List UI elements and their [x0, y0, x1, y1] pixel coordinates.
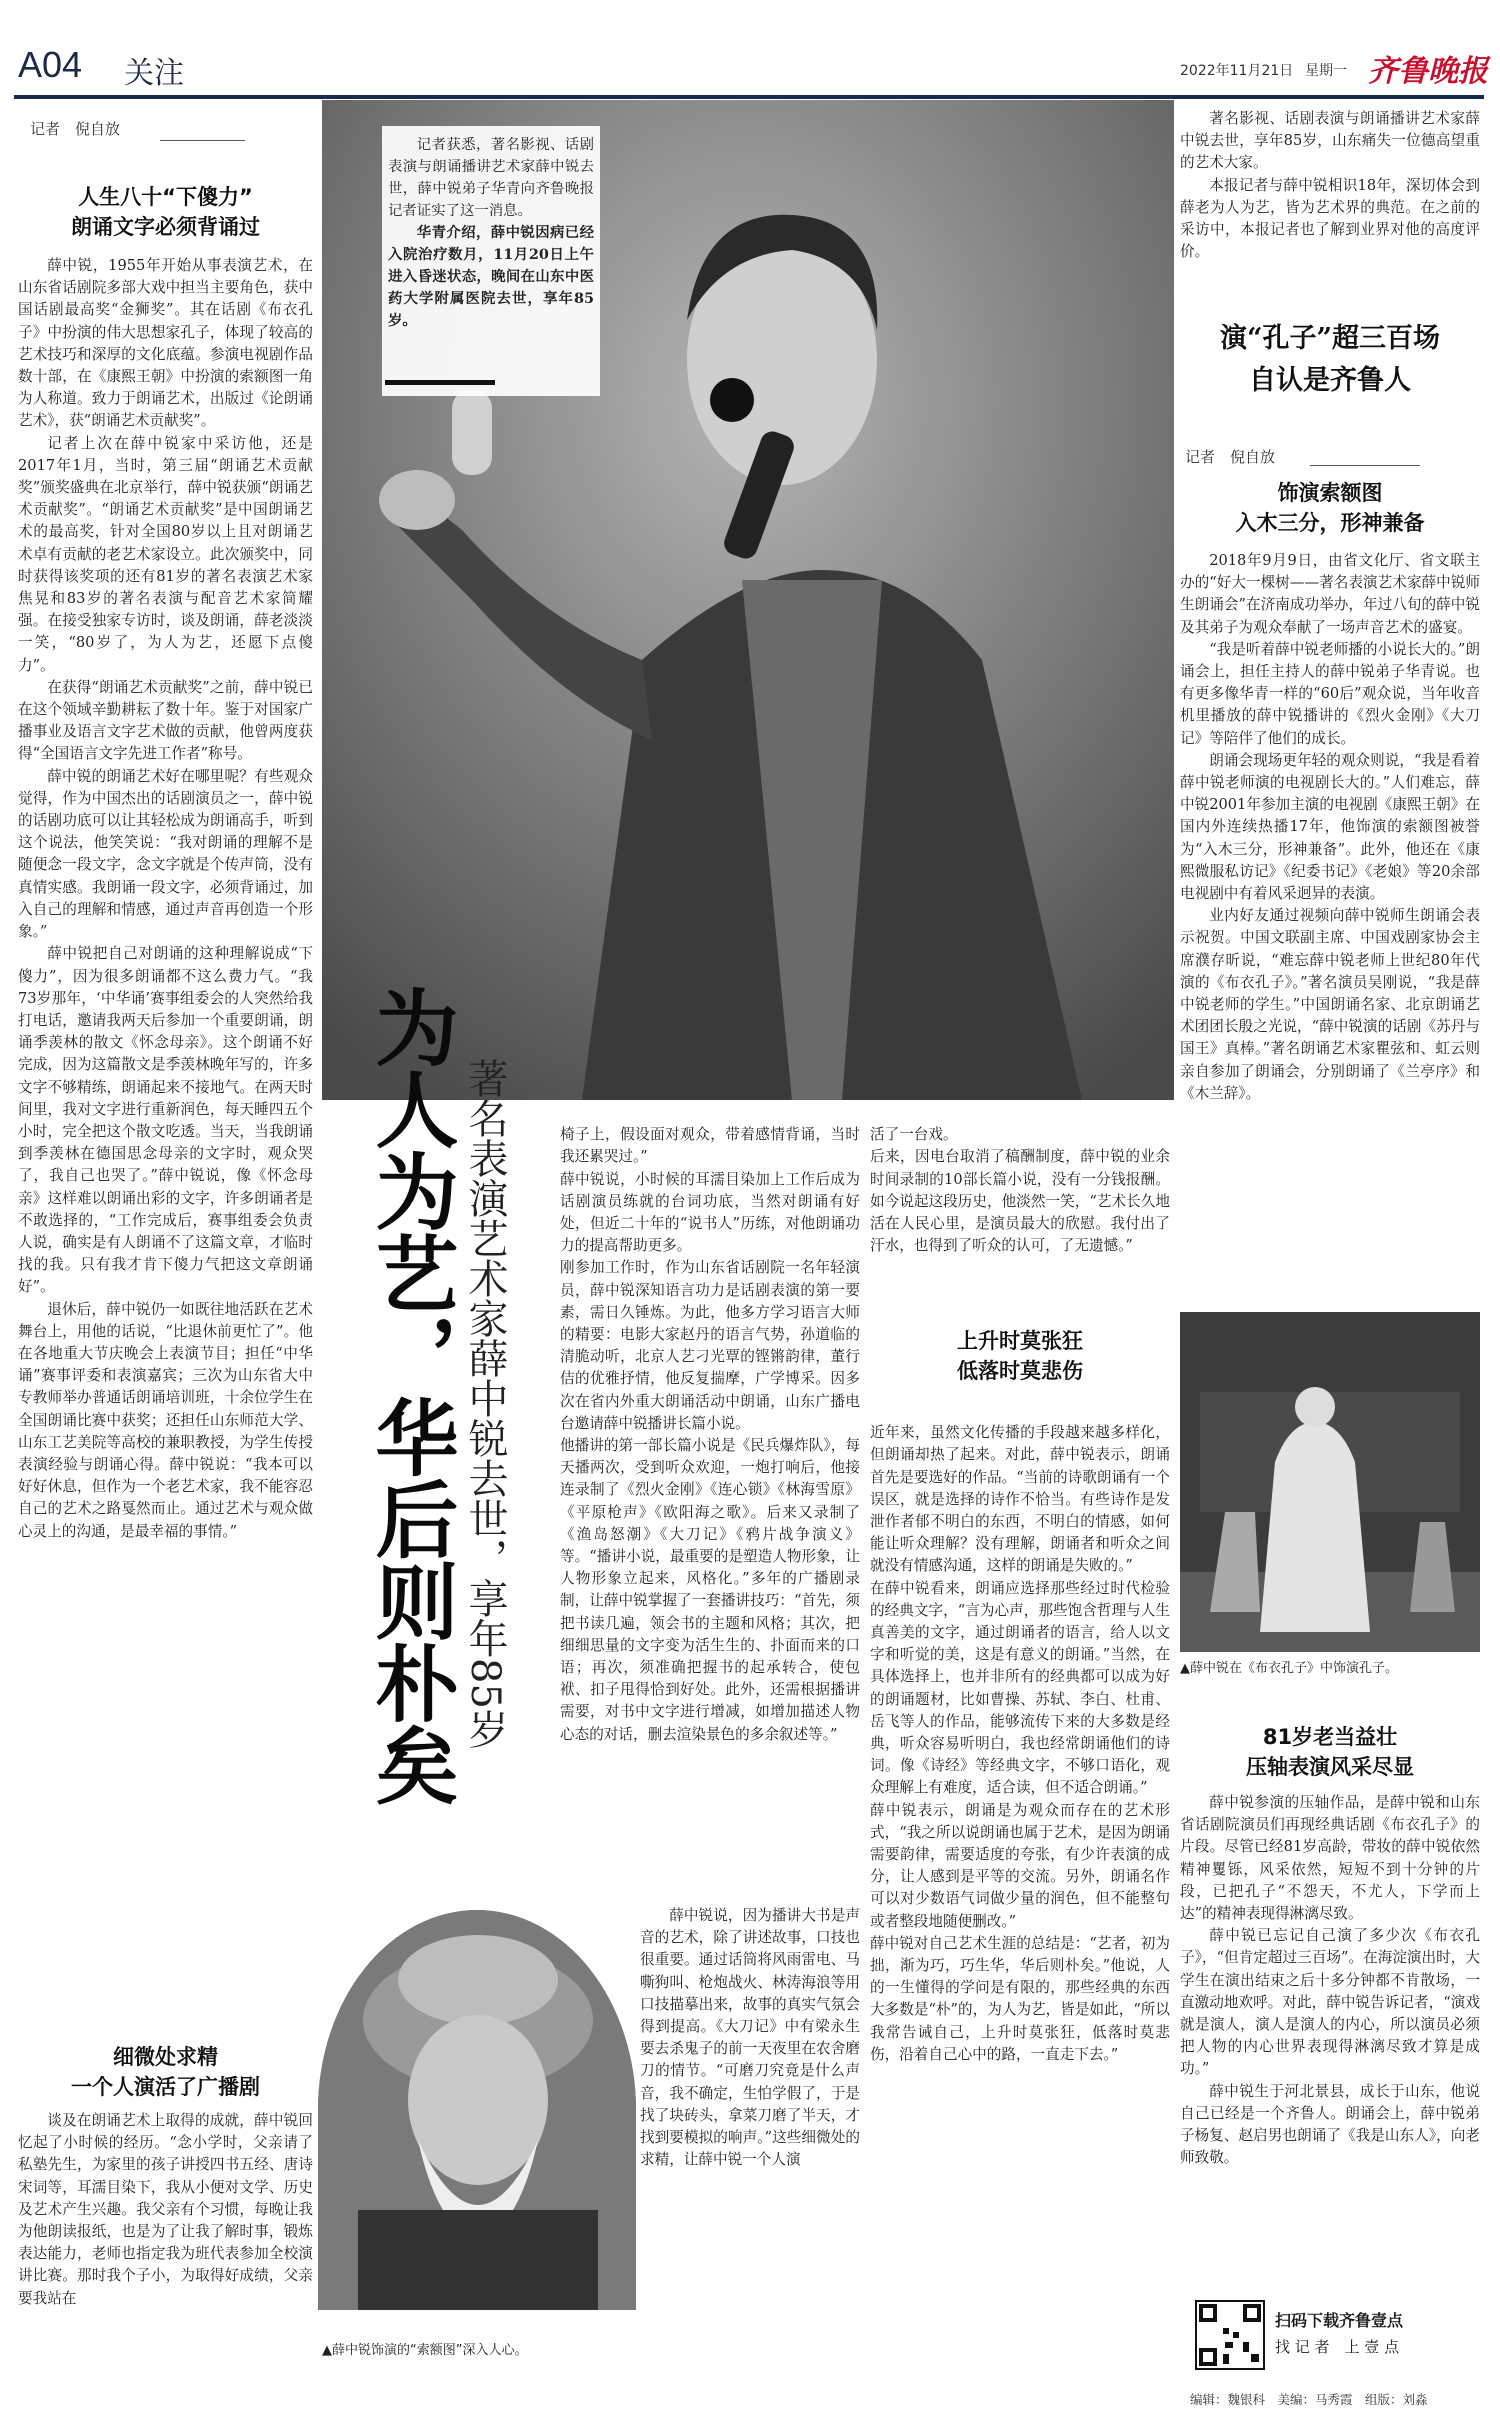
paragraph: 薛中锐，1955年开始从事表演艺术，在山东省话剧院多部大戏中担当主要角色，获中国话剧最高奖“金狮奖”。其在话剧《布衣孔子》中扮演的伟大思想家孔子，体现了较高的艺术技巧和深厚的文化底蕴。参演电视剧作品数十部，在《康熙王朝》中扮演的索额图一角为人称道。致力于朗诵艺术，出版过《论朗诵艺术》，获“朗诵艺术贡献奖”。	[18, 257, 313, 430]
right-byline-rule	[1310, 465, 1420, 466]
stage-illustration	[1180, 1312, 1480, 1652]
page-header	[0, 0, 1500, 105]
main-headline: 为人为艺，华后则朴矣	[361, 985, 459, 1805]
right-byline: 记者 倪自放	[1185, 448, 1276, 466]
byline-rule	[160, 140, 245, 141]
header-rule	[14, 95, 1484, 99]
mid-column-1-text: 椅子上，假设面对观众，带着感情背诵，当时我还累哭过。” 薛中锐说，小时候的耳濡目染加上工作后成为话剧演员练就的台词功底，当然对朗诵有好处，但近二十年的“说书人”历练，对他朗诵功力的提高帮助更多。 刚参加工作时，作为山东省话剧院一名年轻演员，薛中锐深知语言功力是话剧表演的第一要素，需日久锤炼。为此，他多方学习语言大师的精要：电影大家赵丹的语言气势，孙道临的清脆动听，北京人艺刁光覃的铿锵韵律，董行佶的优雅抒情，他反复揣摩，广学博采。因多次在省内外重大朗诵活动中朗诵，山东广播电台邀请薛中锐播讲长篇小说。 他播讲的第一部长篇小说是《民兵爆炸队》，每天播两次，受到听众欢迎，一炮打响后，他接连录制了《烈火金刚》《连心锁》《林海雪原》《平原枪声》《欧阳海之歌》。后来又录制了《渔岛怒潮》《大刀记》《鸦片战争演义》等。“播讲小说，最重要的是塑造人物形象，让人物形象立起来，风格化。”多年的广播剧录制，让薛中锐掌握了一套播讲技巧：“首先，须把书读几遍，领会书的主题和风格；其次，把细细思量的文字变为活生生的、扑面而来的口语；再次，须准确把握书的起承转合，使包袱、扣子甩得恰到好处。此外，还需根据播讲需要，对书中文字进行增减，如增加描述人物心态的对话，删去渲染景色的多余叙述等。”	[560, 1126, 860, 1743]
costume-illustration	[318, 1910, 636, 2310]
paragraph: 2018年9月9日，由省文化厅、省文联主办的“好大一棵树——著名表演艺术家薛中锐师生朗诵会”在济南成功举办，年过八旬的薛中锐及其弟子为观众奉献了一场声音艺术的盛宴。	[1180, 552, 1480, 636]
headline-deck: 著名表演艺术家薛中锐去世，享年85岁	[462, 1058, 508, 1749]
mid-column-2	[870, 1102, 1170, 1272]
paragraph: 业内好友通过视频向薛中锐师生朗诵会表示祝贺。中国文联副主席、中国戏剧家协会主席濮存昕说，“难忘薛中锐老师上世纪80年代演的《布衣孔子》。”著名演员吴刚说，“我是薛中锐老师的学生。”中国朗诵名家、北京朗诵艺术团团长殷之光说，“薛中锐演的话剧《苏丹与国王》真棒。”著名朗诵艺术家瞿弦和、虹云则亲自参加了朗诵会，分别朗诵了《兰亭序》和《木兰辞》。	[1180, 907, 1480, 1102]
right-body-1	[1180, 550, 1480, 1320]
paper-logo: 齐鲁晚报	[1368, 54, 1488, 89]
stage-photo	[1180, 1312, 1480, 1652]
page-credits: 编辑：魏银科 美编：马秀霞 组版：刘淼	[1190, 2392, 1428, 2407]
right-subheading-1: 饰演索额图 入木三分，形神兼备	[1235, 481, 1425, 535]
issue-date: 2022年11月21日	[1180, 63, 1294, 79]
qr-code-icon	[1197, 2302, 1263, 2368]
paragraph: 谈及在朗诵艺术上取得的成就，薛中锐回忆起了小时候的经历。“念小学时，父亲请了私塾先生，为家里的孩子讲授四书五经、唐诗宋词等，耳濡目染下，我从小便对文学、历史及艺术产生兴趣。我父亲有个习惯，每晚让我为他朗读报纸，也是为了让我了解时事，锻炼表达能力，老师也指定我为班代表参加全校演讲比赛。那时我个子小，为取得好成绩，父亲要我站在	[18, 2112, 313, 2307]
left-body-1	[18, 255, 313, 1600]
left-body-2	[18, 2110, 313, 2406]
section-name: 关注	[124, 56, 184, 91]
mid-column-2-text: 活了一台戏。 后来，因电台取消了稿酬制度，薛中锐的业余时间录制的10部长篇小说，没有一分钱报酬。如今说起这段历史，他淡然一笑，“艺术长久地活在人民心里，是演员最大的欣慰。我付出了汗水，也得到了听众的认可，了无遗憾。”	[870, 1126, 1170, 1255]
paragraph: 在获得“朗诵艺术贡献奖”之前，薛中锐已在这个领域辛勤耕耘了数十年。鉴于对国家广播事业及语言文字艺术做的贡献，他曾两度获得“全国语言文字先进工作者”称号。	[18, 678, 313, 763]
paragraph: 薛中锐参演的压轴作品，是薛中锐和山东省话剧院演员们再现经典话剧《布衣孔子》的片段。尽管已经81岁高龄，带妆的薛中锐依然精神矍铄，风采依然，短短不到十分钟的片段，已把孔子“不怨天，不尤人，下学而上达”的精神表现得淋漓尽致。	[1180, 1794, 1480, 1923]
costume-photo-caption: ▲薛中锐饰演的“索额图”深入人心。	[322, 2343, 528, 2358]
intro-paragraph: 华青介绍，薛中锐因病已经入院治疗数月，11月20日上午进入昏迷状态，晚间在山东中医药大学附属医院去世，享年85岁。	[388, 224, 594, 329]
paragraph: “我是听着薛中锐老师播的小说长大的。”朗诵会上，担任主持人的薛中锐弟子华青说。也有更多像华青一样的“60后”观众说，当年收音机里播放的薛中锐播讲的《烈火金刚》《大刀记》等陪伴了他们的成长。	[1180, 640, 1480, 747]
paragraph: 薛中锐已忘记自己演了多少次《布衣孔子》，“但肯定超过三百场”。在海淀演出时，大学生在演出结束之后十多分钟都不肯散场，一直激动地欢呼。对此，薛中锐告诉记者，“演戏就是演人，演人是演人的内心，所以演员必须把人物的内心世界表现得淋漓尽致才算是成功。”	[1180, 1927, 1480, 2078]
paragraph: 退休后，薛中锐仍一如既往地活跃在艺术舞台上，用他的话说，“比退休前更忙了”。他在各地重大节庆晚会上表演节目；担任“中华诵”赛事评委和表演嘉宾；三次为山东省大中专教师举办普通话朗诵培训班，十余位学生在全国朗诵比赛中获奖；还担任山东师范大学、山东工艺美院等高校的兼职教授，为学生传授表演经验与朗诵心得。薛中锐说：“我本可以好好休息，但作为一个老艺术家，我不能容忍自己的艺术之路戛然而止。通过艺术与观众做心灵上的沟通，是最幸福的事情。”	[18, 1300, 313, 1540]
costume-photo	[318, 1910, 636, 2310]
mid-column-1	[560, 1102, 860, 1900]
paragraph: 薛中锐的朗诵艺术好在哪里呢？有些观众觉得，作为中国杰出的话剧演员之一，薛中锐的话剧功底可以让其轻松成为朗诵高手，听到这个说法，他笑笑说：“我对朗诵的理解不是随便念一段文字，念文字就是个传声筒，没有真情实感。我朗诵一段文字，必须背诵过，加入自己的理解和情感，通过声音再创造一个形象。”	[18, 767, 313, 941]
right-heading: 演“孔子”超三百场 自认是齐鲁人	[1219, 323, 1441, 396]
left-subheading-1: 人生八十“下傻力” 朗诵文字必须背诵过	[71, 185, 260, 239]
stage-photo-caption: ▲薛中锐在《布衣孔子》中饰演孔子。	[1180, 1661, 1398, 1676]
issue-weekday: 星期一	[1305, 63, 1347, 79]
left-byline: 记者 倪自放	[30, 120, 121, 138]
paragraph: 薛中锐说，因为播讲大书是声音的艺术，除了讲述故事，口技也很重要。通过话筒将风雨雷电、马嘶狗叫、枪炮战火、林涛海浪等用口技描摹出来，故事的真实气氛会得到提高。《大刀记》中有梁永生要去杀鬼子的前一天夜里在农舍磨刀的情节。“可磨刀究竟是什么声音，我不确定，生怕学假了，于是找了块砖头，拿菜刀磨了半天，才找到要模拟的响声。”这些细微处的求精，让薛中锐一个人演	[640, 1907, 860, 2169]
qr-label: 扫码下载齐鲁壹点	[1275, 2311, 1404, 2330]
right-intro	[1180, 108, 1480, 263]
intro-rule	[385, 380, 495, 385]
page-number: A04	[18, 44, 83, 85]
right-body-2	[1180, 1792, 1480, 2292]
qr-sublabel: 找 记 者 上 壹 点	[1275, 2338, 1400, 2356]
intro-paragraph: 记者获悉，著名影视、话剧表演与朗诵播讲艺术家薛中锐去世，薛中锐弟子华青向齐鲁晚报记者证实了这一消息。	[388, 137, 594, 219]
paragraph: 记者上次在薛中锐家中采访他，还是2017年1月，当时，第三届“朗诵艺术贡献奖”颁奖盛典在北京举行，薛中锐获颁“朗诵艺术贡献奖”。“朗诵艺术贡献奖”是中国朗诵艺术的最高奖，针对全国80岁以上且对朗诵艺术卓有贡献的老艺术家设立。此次颁奖中，同时获得该奖项的还有81岁的著名表演艺术家焦晃和83岁的著名表演与配音艺术家简耀强。在接受独家专访时，谈及朗诵，薛老淡淡一笑，“80岁了，为人为艺，还愿下点傻力”。	[18, 434, 313, 674]
mid-column-1b	[640, 1905, 860, 2375]
paragraph: 著名影视、话剧表演与朗诵播讲艺术家薛中锐去世，享年85岁，山东痛失一位德高望重的艺术大家。	[1180, 110, 1480, 172]
qr-code[interactable]	[1195, 2300, 1265, 2370]
mid-column-2b	[870, 1400, 1170, 2400]
mid-column-2b-text: 近年来，虽然文化传播的手段越来越多样化，但朗诵却热了起来。对此，薛中锐表示，朗诵首先是要选好的作品。“当前的诗歌朗诵有一个误区，就是选择的诗作不恰当。有些诗作是发泄作者郁不明白的东西，不明白的情感，如何能让听众理解？没有理解，朗诵者和听众之间就没有情感沟通，这样的朗诵是失败的。” 在薛中锐看来，朗诵应选择那些经过时代检验的经典文字，“言为心声，那些饱含哲理与人生真善美的文字，通过朗诵者的语言，给人以文字和听觉的美，这是有意义的朗诵。”当然，在具体选择上，也并非所有的经典都可以成为好的朗诵题材，比如曹操、苏轼、李白、杜甫、岳飞等人的作品，能够流传下来的大多数是经典，听众容易听明白，我也经常朗诵他们的诗词。像《诗经》等经典文字，不够口语化，观众理解上有难度，适合读，但不适合朗诵。” 薛中锐表示，朗诵是为观众而存在的艺术形式，“我之所以说朗诵也属于艺术，是因为朗诵需要韵律，需要适度的夸张，有少许表演的成分，让人感到是平等的交流。另外，朗诵名作可以对少数语气词做少量的润色，但不能整句或者整段地随便删改。” 薛中锐对自己艺术生涯的总结是：“艺者，初为拙，渐为巧，巧生华，华后则朴矣。”他说，人的一生懂得的学问是有限的，那些经典的东西大多数是“朴”的，为人为艺，皆是如此，“所以我常告诫自己，上升时莫张狂，低落时莫悲伤，沿着自己心中的路，一直走下去。”	[870, 1424, 1170, 2063]
paragraph: 朗诵会现场更年轻的观众则说，“我是看着薛中锐老师演的电视剧长大的。”人们难忘，薛中锐2001年参加主演的电视剧《康熙王朝》在国内外连续热播17年，他饰演的索额图被誉为“入木三分，形神兼备”。此外，他还在《康熙微服私访记》《纪委书记》《老娘》等20余部电视剧中有着风采迥异的表演。	[1180, 751, 1480, 903]
intro-box	[382, 126, 600, 396]
left-subheading-2: 细微处求精 一个人演活了广播剧	[71, 2045, 260, 2099]
paragraph: 薛中锐生于河北景县，成长于山东，他说自己已经是一个齐鲁人。朗诵会上，薛中锐弟子杨复、赵启男也朗诵了《我是山东人》，向老师致敬。	[1180, 2082, 1480, 2167]
right-subheading-2: 81岁老当益壮 压轴表演风采尽显	[1246, 1725, 1414, 1779]
paragraph: 本报记者与薛中锐相识18年，深切体会到薛老为人为艺，皆为艺术界的典范。在之前的采访中，本报记者也了解到业界对他的高度评价。	[1180, 176, 1480, 261]
mid-subheading: 上升时莫张狂 低落时莫悲伤	[957, 1329, 1083, 1383]
paragraph: 薛中锐把自己对朗诵的这种理解说成“下傻力”，因为很多朗诵都不这么费力气。“我73岁那年，‘中华诵’赛事组委会的人突然给我打电话，邀请我两天后参加一个重要朗诵，朗诵季羡林的散文《怀念母亲》。这个朗诵不好完成，因为这篇散文是季羡林晚年写的，许多文字不够精练，朗诵起来不接地气。在两天时间里，我对文字进行重新润色，每天睡四五个小时，完全把这个散文吃透。当天，当我朗诵到季羡林在德国思念母亲的文字时，观众哭了，我自己也哭了。”薛中锐说，像《怀念母亲》这样难以朗诵出彩的文字，许多朗诵者是不敢选择的，“工作完成后，赛事组委会负责人说，确实是有人朗诵不了这篇文章，才临时找的我。只有我才肯下傻力气把这文章朗诵好”。	[18, 945, 313, 1296]
